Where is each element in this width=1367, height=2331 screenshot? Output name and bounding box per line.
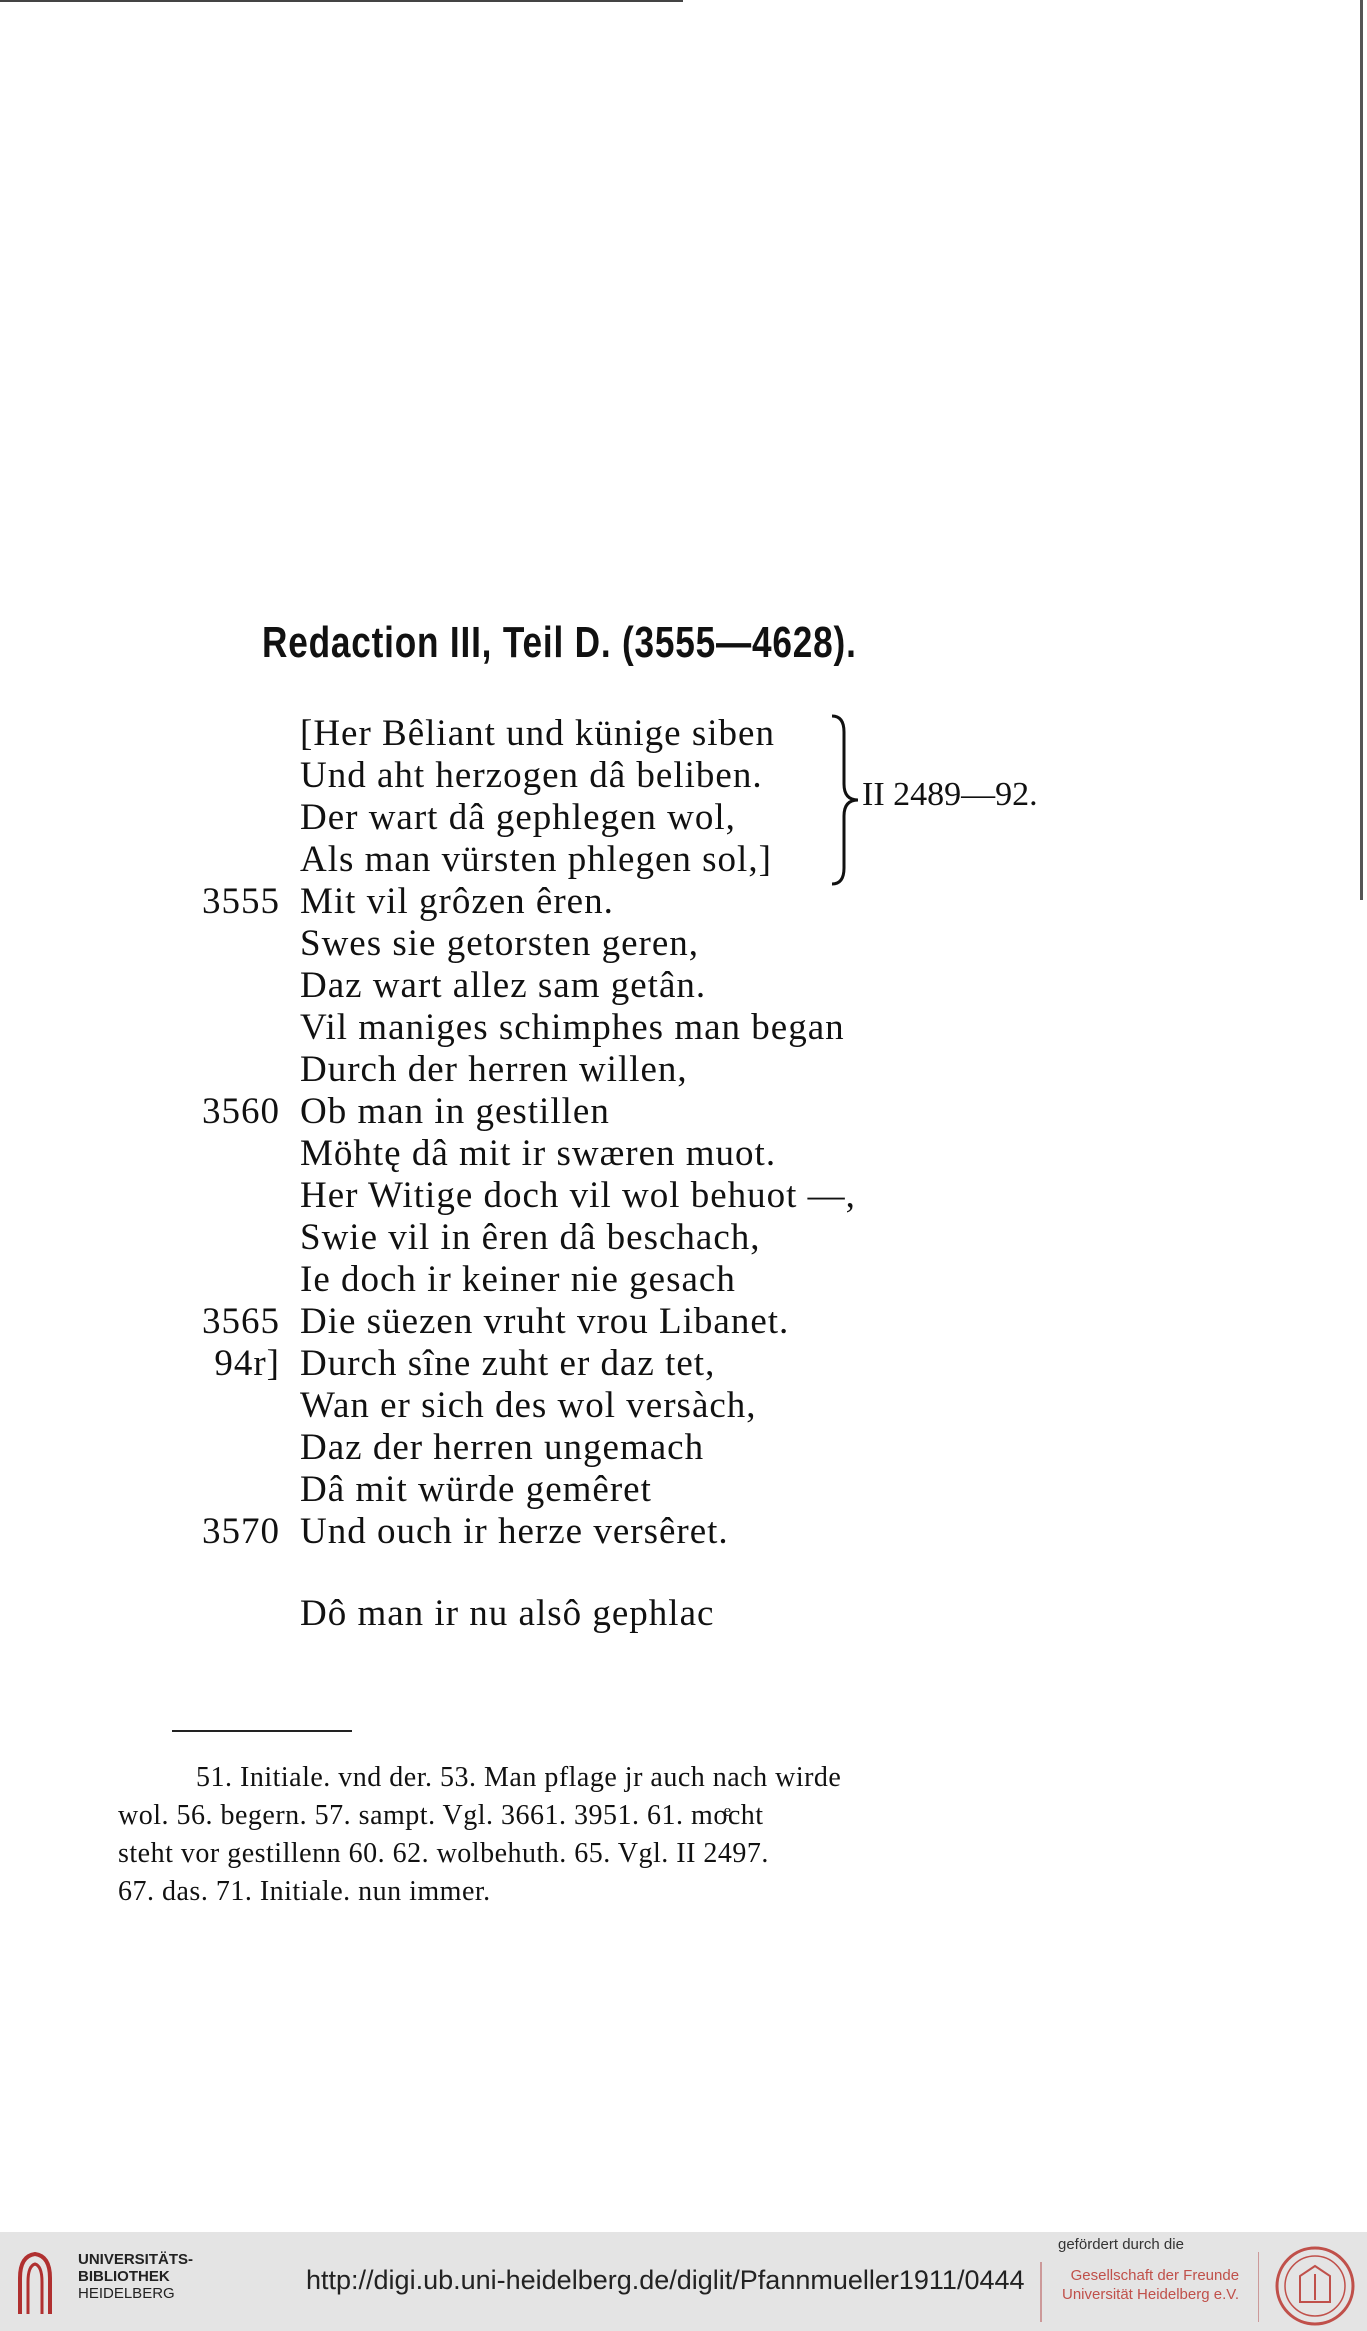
verse-text: Dâ mit würde gemêret: [300, 1469, 652, 1510]
verse-text: Vil maniges schimphes man began: [300, 1007, 845, 1048]
verse-number: 3570: [202, 1511, 280, 1552]
verse-text: Wan er sich des wol versàch,: [300, 1385, 757, 1426]
library-name: [78, 2251, 193, 2302]
section-heading: Redaction III, Teil D. (3555—4628).: [262, 618, 857, 667]
verse-line: [0, 922, 1100, 968]
verse-text: Durch der herren willen,: [300, 1049, 688, 1090]
verse-line: [0, 1468, 1100, 1514]
right-edge-line: [1360, 0, 1363, 900]
verse-line: [0, 1426, 1100, 1472]
verse-line: [0, 1384, 1100, 1430]
verse-line: [0, 964, 1100, 1010]
verse-line: [0, 1174, 1100, 1220]
verse-line: [0, 1300, 1100, 1346]
verse-text: [Her Bêliant und künige siben: [300, 713, 775, 754]
verse-text: Als man vürsten phlegen sol,]: [300, 839, 772, 880]
verse-line: [0, 838, 1100, 884]
library-name-line: HEIDELBERG: [78, 2285, 175, 2302]
verse-text: Ie doch ir keiner nie gesach: [300, 1259, 736, 1300]
verse-line: [0, 1216, 1100, 1262]
library-logo-icon: [14, 2248, 56, 2318]
funder-name-line: Gesellschaft der Freunde: [1070, 2267, 1240, 2284]
verse-line: [0, 1090, 1100, 1136]
verse-text: Der wart dâ gephlegen wol,: [300, 797, 736, 838]
verse-text: Swie vil in êren dâ beschach,: [300, 1217, 761, 1258]
verse-line: [0, 1006, 1100, 1052]
verse-text: Daz der herren ungemach: [300, 1427, 705, 1468]
verse-text: Daz wart allez sam getân.: [300, 965, 707, 1006]
footnote-rule: [172, 1730, 352, 1732]
verse-text: Swes sie getorsten geren,: [300, 923, 700, 964]
verse-text: Dô man ir nu alsô gephlac: [300, 1593, 715, 1634]
permalink-url[interactable]: http://digi.ub.uni-heidelberg.de/diglit/Pfannmueller1911/0444: [306, 2265, 1025, 2295]
verse-number: 3565: [202, 1301, 280, 1342]
university-seal-icon: [1270, 2244, 1360, 2328]
funder-name: [1062, 2266, 1239, 2304]
verse-text: Und aht herzogen dâ beliben.: [300, 755, 763, 796]
footer-divider: [1040, 2262, 1042, 2322]
footnote-line: wol. 56. begern. 57. sampt. Vgl. 3661. 3951. 61. moͤcht: [118, 1800, 764, 1831]
verse-number: 94r]: [214, 1343, 280, 1384]
verse-text: Durch sîne zuht er daz tet,: [300, 1343, 716, 1384]
footnote-line: steht vor gestillenn 60. 62. wolbehuth. 65. Vgl. II 2497.: [118, 1838, 769, 1869]
verse-text: Möhtę dâ mit ir swæren muot.: [300, 1133, 777, 1174]
verse-number: 3555: [202, 881, 280, 922]
library-name-line: UNIVERSITÄTS-: [78, 2251, 194, 2268]
verse-number: 3560: [202, 1091, 280, 1132]
verse-line: [0, 1342, 1100, 1388]
funder-name-line: Universität Heidelberg e.V.: [1062, 2286, 1240, 2303]
verse-line: [0, 1592, 1100, 1638]
verse-line: [0, 1132, 1100, 1178]
library-name-line: BIBLIOTHEK: [78, 2268, 170, 2285]
bracket-reference: II 2489—92.: [862, 776, 1038, 813]
verse-line: [0, 1048, 1100, 1094]
verse-line: [0, 712, 1100, 758]
verse-text: Mit vil grôzen êren.: [300, 881, 614, 922]
verse-line: [0, 1258, 1100, 1304]
verse-text: Die süezen vruht vrou Libanet.: [300, 1301, 790, 1342]
verse-line: [0, 880, 1100, 926]
top-edge-line: [0, 0, 683, 2]
footnote-line: 51. Initiale. vnd der. 53. Man pflage jr auch nach wirde: [196, 1762, 842, 1793]
verse-line: [0, 1510, 1100, 1556]
footer-divider: [1258, 2252, 1259, 2322]
verse-text: Ob man in gestillen: [300, 1091, 610, 1132]
verse-text: Her Witige doch vil wol behuot —,: [300, 1175, 856, 1216]
footnote-line: 67. das. 71. Initiale. nun immer.: [118, 1876, 491, 1907]
verse-text: Und ouch ir herze versêret.: [300, 1511, 729, 1552]
funded-by-label: gefördert durch die: [1058, 2236, 1184, 2253]
